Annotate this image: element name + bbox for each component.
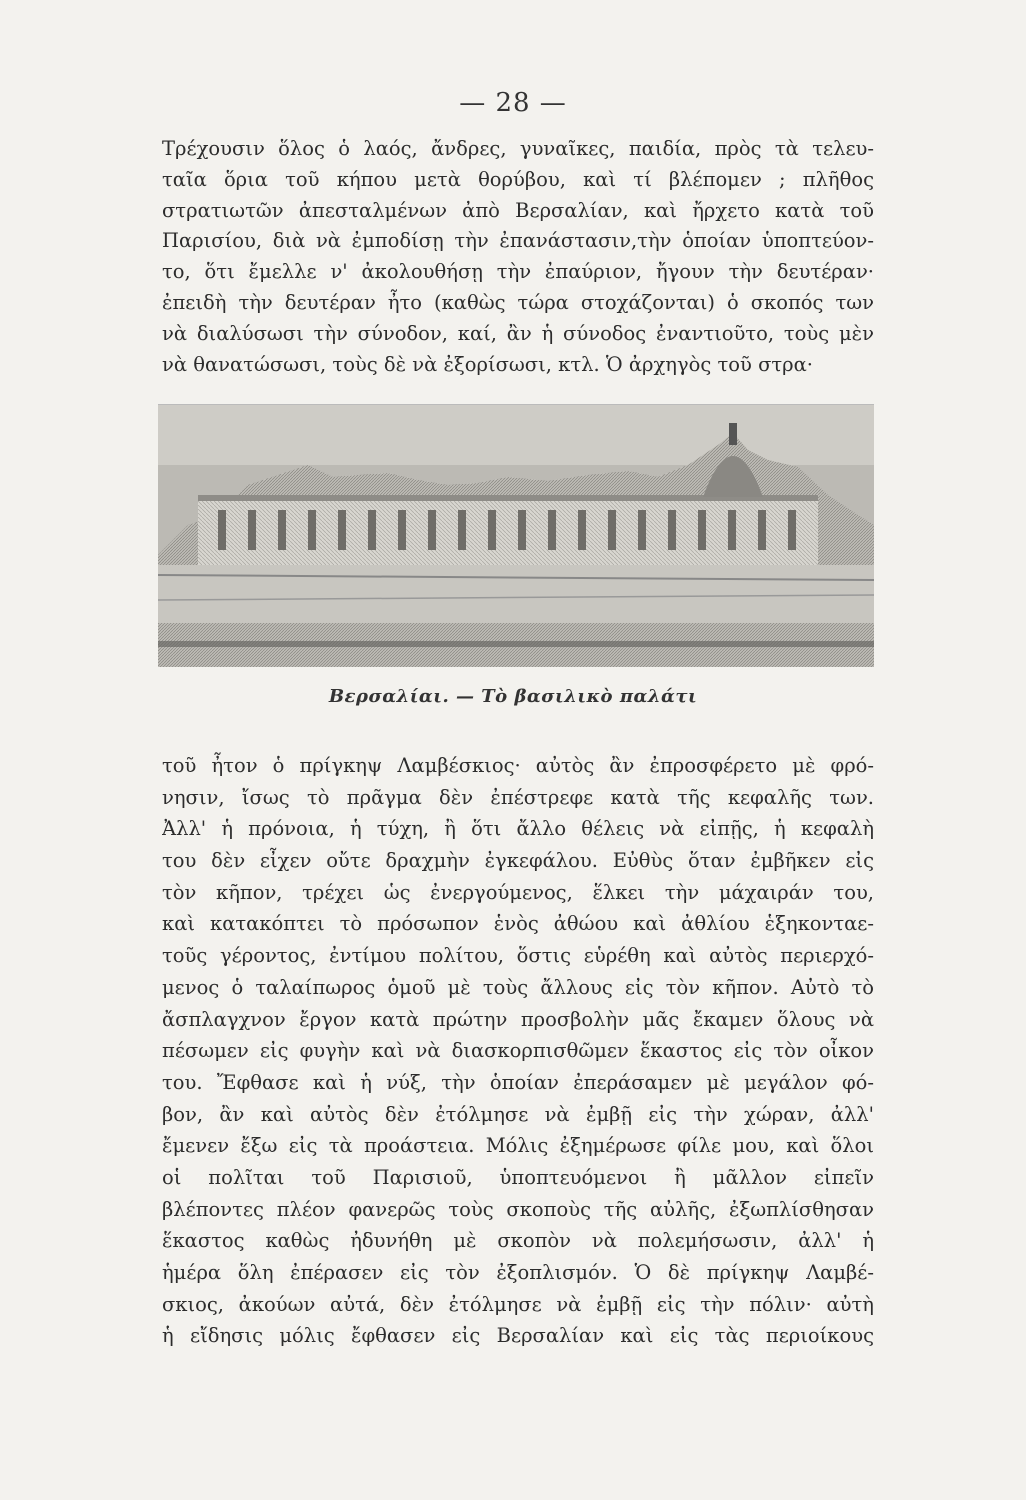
text-line: νὰ θανατώσωσι, τοὺς δὲ νὰ ἐξορίσωσι, κτλ. Ὁ ἀρχηγὸς τοῦ στρα·	[162, 352, 813, 376]
text-line: Ἀλλ' ἡ πρόνοια, ἡ τύχη, ἢ ὅτι ἄλλο θέλεις νὰ εἰπῇς, ἡ κεφαλὴ	[162, 817, 874, 841]
palace-illustration	[158, 404, 874, 667]
text-line: μενος ὁ ταλαίπωρος ὁμοῦ μὲ τοὺς ἄλλους εἰς τὸν κῆπον. Αὐτὸ τὸ	[162, 975, 874, 999]
text-line: Τρέχουσιν ὅλος ὁ λαός, ἄνδρες, γυναῖκες, παιδία, πρὸς τὰ τελευ-	[162, 137, 874, 160]
page-number: — 28 —	[459, 88, 567, 118]
text-line: του. Ἔφθασε καὶ ἡ νύξ, τὴν ὁποίαν ἐπεράσαμεν μὲ μεγάλον φό-	[162, 1070, 874, 1094]
figure-caption: Βερσαλίαι. — Τὸ βασιλικὸ παλάτι	[328, 686, 698, 707]
paragraph-bottom	[162, 750, 874, 1352]
text-line: Παρισίου, διὰ νὰ ἐμποδίσῃ τὴν ἐπανάστασιν,τὴν ὁποίαν ὑποπτεύον-	[162, 229, 874, 253]
text-line: τοῦς γέροντος, ἐντίμου πολίτου, ὅστις εὑρέθη καὶ αὐτὸς περιερχό-	[162, 944, 874, 968]
text-line: του δὲν εἶχεν οὔτε δραχμὴν ἐγκεφάλου. Εὐθὺς ὅταν ἐμβῆκεν εἰς	[162, 849, 874, 873]
text-line: ἄσπλαγχνον ἔργον κατὰ πρώτην προσβολὴν μᾶς ἔκαμεν ὅλους νὰ	[162, 1007, 874, 1031]
text-line: ἡ εἴδησις μόλις ἔφθασεν εἰς Βερσαλίαν καὶ εἰς τὰς περιοίκους	[162, 1324, 874, 1348]
text-line: στρατιωτῶν ἀπεσταλμένων ἀπὸ Βερσαλίαν, καὶ ἤρχετο κατὰ τοῦ	[162, 198, 874, 222]
text-line: βον, ἂν καὶ αὐτὸς δὲν ἐτόλμησε νὰ ἐμβῇ εἰς τὴν χώραν, ἀλλ'	[162, 1102, 874, 1126]
text-line: καὶ κατακόπτει τὸ πρόσωπον ἑνὸς ἀθώου καὶ ἀθλίου ἑξηκονταε-	[162, 912, 874, 936]
paragraph-top	[162, 134, 874, 380]
text-line: ἡμέρα ὅλη ἐπέρασεν εἰς τὸν ἐξοπλισμόν. Ὁ δὲ πρίγκηψ Λαμβέ-	[162, 1261, 874, 1284]
text-line: ἕκαστος καθὼς ἠδυνήθη μὲ σκοπὸν νὰ πολεμήσωσιν, ἀλλ' ἡ	[162, 1229, 874, 1253]
text-line: ταῖα ὅρια τοῦ κήπου μετὰ θορύβου, καὶ τί βλέπομεν ; πλῆθος	[162, 167, 874, 191]
text-line: τοῦ ἦτον ὁ πρίγκηψ Λαμβέσκιος· αὐτὸς ἂν ἐπροσφέρετο μὲ φρό-	[162, 754, 874, 777]
text-line: νὰ διαλύσωσι τὴν σύνοδον, καί, ἂν ἡ σύνοδος ἐναντιοῦτο, τοὺς μὲν	[162, 321, 874, 345]
text-line: ἔμενεν ἔξω εἰς τὰ προάστεια. Μόλις ἐξημέρωσε φίλε μου, καὶ ὅλοι	[162, 1134, 874, 1158]
text-line: βλέποντες πλέον φανερῶς τοὺς σκοποὺς τῆς αὐλῆς, ἐξωπλίσθησαν	[162, 1197, 874, 1221]
text-line: σκιος, ἀκούων αὐτά, δὲν ἐτόλμησε νὰ ἐμβῇ εἰς τὴν πόλιν· αὐτὴ	[162, 1292, 874, 1316]
text-line: το, ὅτι ἔμελλε ν' ἀκολουθήσῃ τὴν ἐπαύριον, ἤγουν τὴν δευτέραν·	[162, 260, 874, 284]
text-line: πέσωμεν εἰς φυγὴν καὶ νὰ διασκορπισθῶμεν ἕκαστος εἰς τὸν οἶκον	[162, 1039, 874, 1063]
text-line: νησιν, ἴσως τὸ πρᾶγμα δὲν ἐπέστρεφε κατὰ τῆς κεφαλῆς των.	[162, 785, 874, 809]
text-line: ἐπειδὴ τὴν δευτέραν ἦτο (καθὼς τώρα στοχάζονται) ὁ σκοπός των	[162, 290, 874, 314]
text-line: οἱ πολῖται τοῦ Παρισιοῦ, ὑποπτευόμενοι ἢ μᾶλλον εἰπεῖν	[162, 1165, 874, 1189]
text-line: τὸν κῆπον, τρέχει ὡς ἐνεργούμενος, ἕλκει τὴν μάχαιράν του,	[162, 880, 874, 904]
